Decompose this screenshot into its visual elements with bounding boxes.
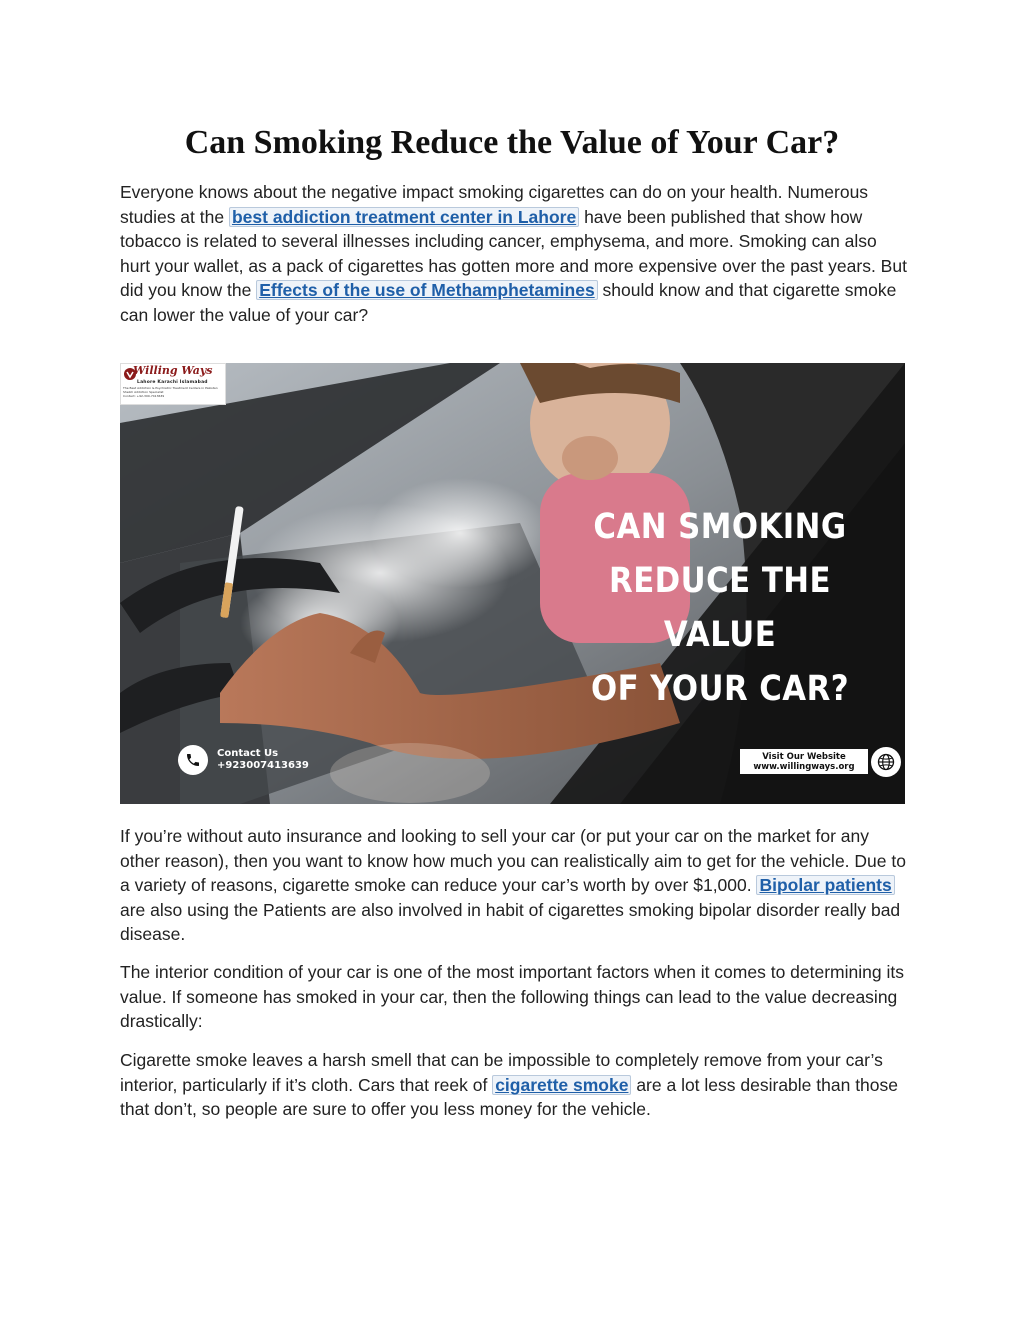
para2-text-2: are also using the Patients are also involved in habit of cigarettes smoking bipolar disorder really bad disease. [120, 899, 901, 944]
website-url: www.willingways.org [753, 761, 855, 772]
link-methamphetamines-effects[interactable]: Effects of the use of Methamphetamines [256, 280, 597, 300]
logo-wordmark: Willing Ways [133, 364, 213, 377]
hero-heading-line-2: REDUCE THE VALUE [609, 561, 831, 655]
website-badge [740, 749, 868, 774]
hero-heading-line-1: CAN SMOKING [593, 507, 847, 547]
link-cigarette-smoke[interactable]: cigarette smoke [492, 1075, 631, 1095]
willingways-logo [120, 363, 226, 405]
page-title: Can Smoking Reduce the Value of Your Car? [184, 124, 840, 161]
hero-contact [178, 740, 309, 780]
intro-text-2: have been published that show how tobacco is related to several illnesses including cancer, emphysema, and more. Smoking can also hurt your wallet, as a pack of cigarettes has gotten more and more expensive over the past years. But did you know the [120, 206, 907, 300]
paragraph-cigarette-smell [120, 1048, 910, 1122]
intro-text-1: Everyone knows about the negative impact smoking cigarettes can do on your health. Numerous studies at the [120, 182, 869, 227]
link-bipolar-patients[interactable]: Bipolar patients [756, 875, 894, 895]
paragraph-car-worth [120, 824, 910, 947]
contact-phone: +923007413639 [217, 760, 309, 771]
intro-paragraph [120, 180, 910, 327]
globe-icon [871, 747, 901, 777]
website-label: Visit Our Website [762, 751, 846, 762]
para2-text-1: If you’re without auto insurance and looking to sell your car (or put your car on the market for any other reason), then you want to know how much you can realistically aim to get for the vehicle. Due to a variety of reasons, cigarette smoke can reduce your car’s worth by over $1,000. [120, 826, 906, 895]
logo-tagline-3: Contact: +92-300-7413639 [123, 394, 165, 398]
link-addiction-treatment-lahore[interactable]: best addiction treatment center in Lahore [229, 207, 579, 227]
logo-cities: Lahore Karachi Islamabad [137, 380, 208, 385]
contact-label: Contact Us [217, 748, 279, 759]
para4-text-1: Cigarette smoke leaves a harsh smell that can be impossible to completely remove from your car’s interior, particularly if it’s cloth. Cars that reek of [120, 1050, 883, 1095]
hero-heading [579, 500, 861, 716]
logo-tagline-1: The Best Addiction & Psychiatric Treatment Centers in Pakistan [123, 386, 218, 390]
logo-tagline [123, 386, 223, 398]
paragraph-interior-condition: The interior condition of your car is one of the most important factors when it comes to determining its value. If someone has smoked in your car, then the following things can lead to the value decreasing drastically: [120, 962, 904, 1031]
phone-icon [178, 745, 208, 775]
intro-text-3: should know and that cigarette smoke can lower the value of your car? [120, 280, 897, 325]
para4-text-2: are a lot less desirable than those that don’t, so people are sure to offer you less money for the vehicle. [120, 1074, 899, 1119]
contact-text [217, 748, 309, 772]
logo-tagline-2: Sheikh Addiction Specialist [123, 390, 164, 394]
hero-heading-line-3: OF YOUR CAR? [590, 669, 850, 709]
